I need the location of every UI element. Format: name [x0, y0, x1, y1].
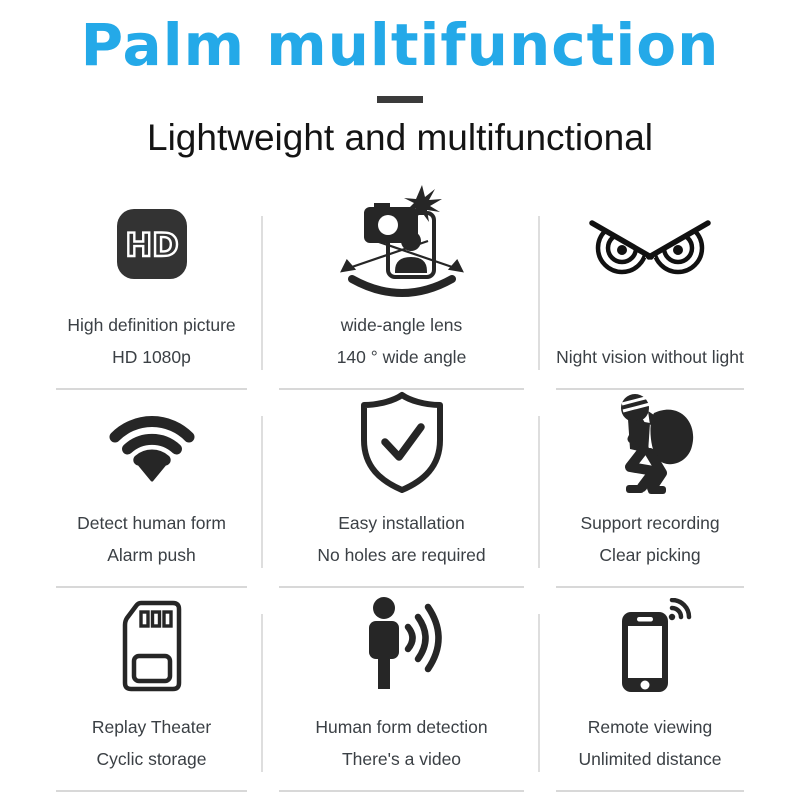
- feature-caption: [337, 308, 467, 370]
- svg-text:HD: HD: [124, 226, 179, 264]
- page-subtitle: Lightweight and multifunctional: [147, 116, 653, 158]
- feature-line: 140 ° wide angle: [336, 347, 467, 367]
- title-divider: [377, 96, 423, 103]
- feature-card-recording: [540, 390, 760, 588]
- burglar-icon: [604, 392, 696, 492]
- feature-card-storage: [40, 588, 263, 792]
- feature-line: Remote viewing: [587, 717, 713, 737]
- header: [0, 0, 800, 190]
- feature-line: Alarm push: [107, 545, 196, 565]
- feature-line: Easy installation: [338, 513, 465, 533]
- feature-caption: [315, 710, 487, 772]
- feature-caption: [92, 710, 211, 772]
- feature-line: High definition picture: [67, 315, 236, 335]
- wifi-icon: [103, 392, 201, 492]
- feature-line: Unlimited distance: [578, 749, 722, 769]
- wide-angle-camera-icon: [336, 194, 468, 294]
- sd-card-icon: [119, 596, 185, 696]
- hd-badge-icon: [114, 194, 190, 294]
- feature-line: wide-angle lens: [340, 315, 463, 335]
- feature-line: Support recording: [580, 513, 720, 533]
- feature-caption: [67, 308, 235, 370]
- owl-eyes-icon: [589, 194, 711, 294]
- feature-line: Night vision without light: [556, 347, 744, 367]
- feature-caption: [579, 710, 722, 772]
- feature-line: HD 1080p: [112, 347, 191, 367]
- feature-card-detection-alarm: [40, 390, 263, 588]
- feature-card-night-vision: [540, 190, 760, 390]
- feature-caption: [317, 506, 485, 568]
- feature-card-wide-angle: [263, 190, 540, 390]
- feature-card-remote-viewing: [540, 588, 760, 792]
- shield-check-icon: [356, 392, 448, 492]
- smartphone-wireless-icon: [606, 596, 694, 696]
- feature-line: Replay Theater: [91, 717, 212, 737]
- feature-line: Detect human form: [77, 513, 226, 533]
- feature-caption: [77, 506, 226, 568]
- feature-line: Clear picking: [599, 545, 701, 565]
- feature-line: There's a video: [341, 749, 462, 769]
- feature-line: No holes are required: [317, 545, 486, 565]
- page-title: Palm multifunction: [80, 11, 720, 79]
- feature-card-easy-install: [263, 390, 540, 588]
- features-grid: [40, 190, 760, 792]
- feature-line: Human form detection: [315, 717, 488, 737]
- feature-card-human-detection: [263, 588, 540, 792]
- feature-card-hd: [40, 190, 263, 390]
- feature-line: Cyclic storage: [96, 749, 207, 769]
- human-detection-icon: [350, 596, 454, 696]
- feature-caption: [556, 308, 744, 370]
- feature-caption: [580, 506, 719, 568]
